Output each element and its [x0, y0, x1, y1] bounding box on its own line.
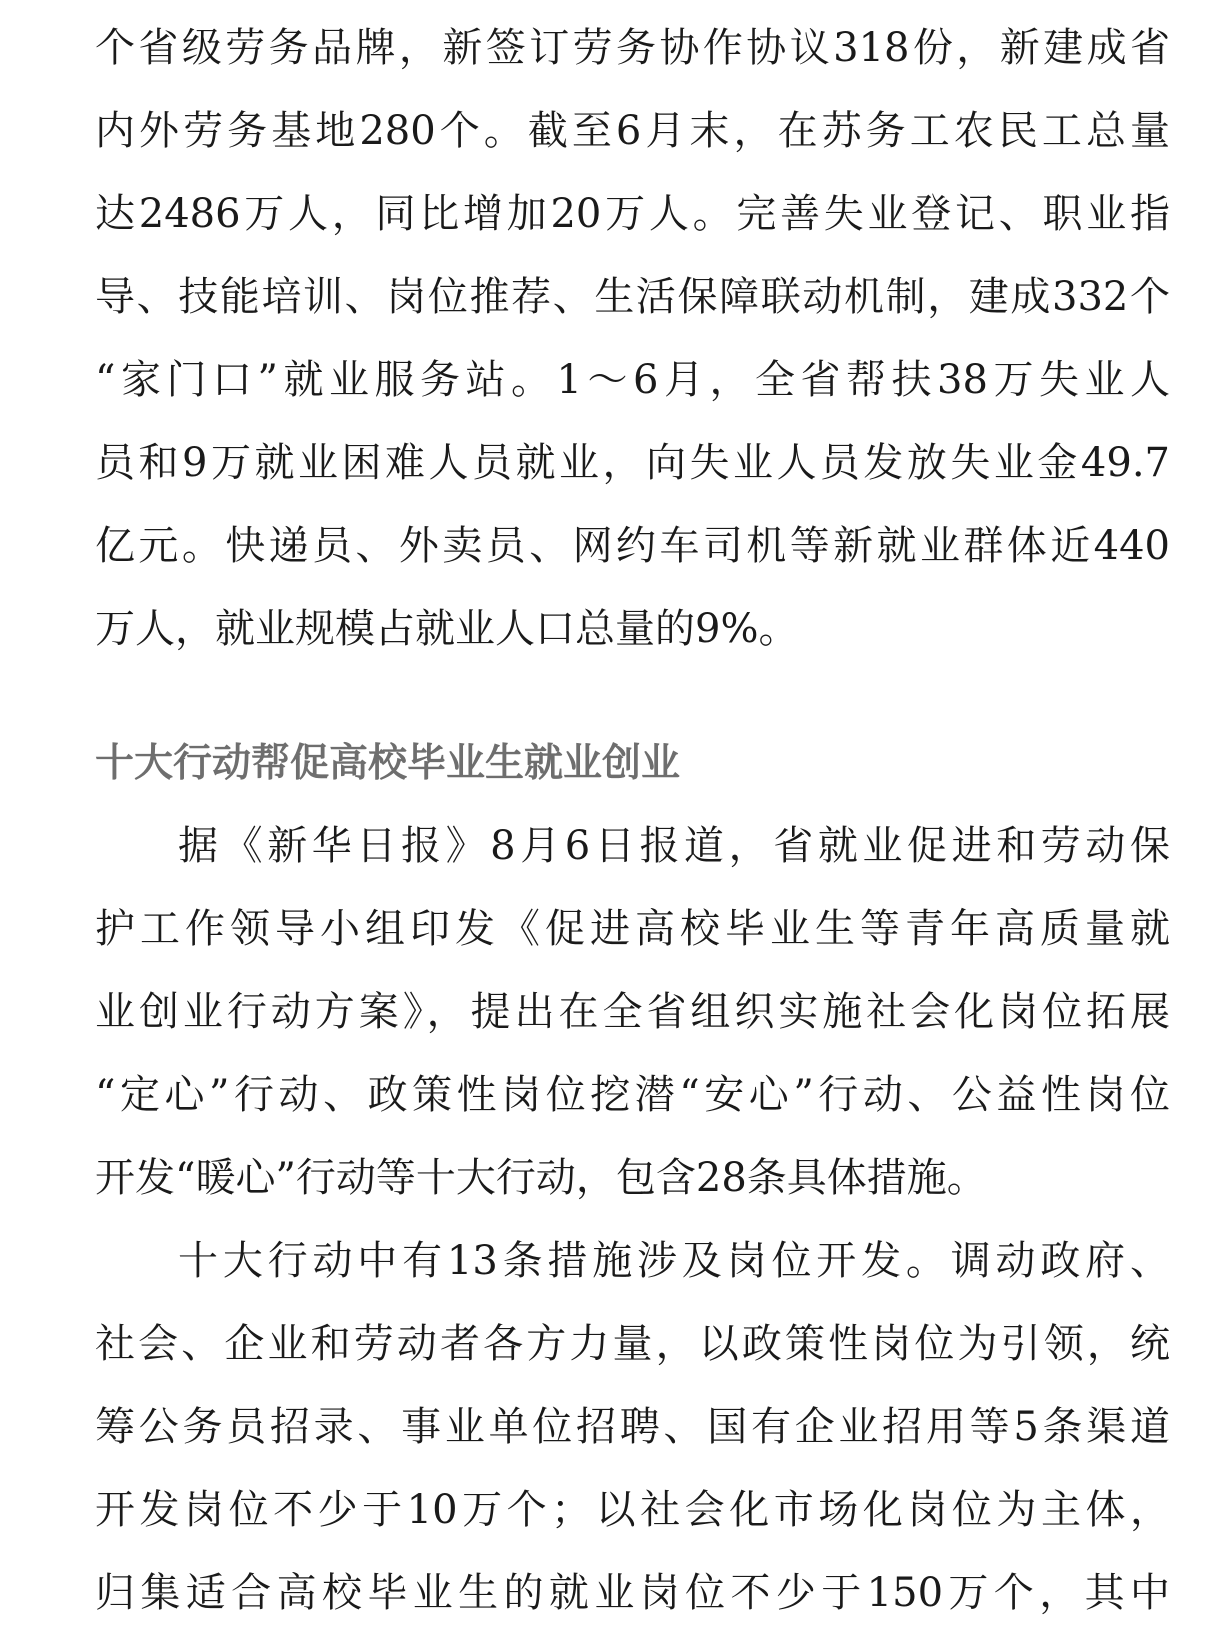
section-heading: 十大行动帮促高校毕业生就业创业 [95, 741, 681, 786]
text-line: 个省级劳务品牌，新签订劳务协作协议318份，新建成省 [95, 25, 1170, 71]
text-line: 导、技能培训、岗位推荐、生活保障联动机制，建成332个 [95, 274, 1170, 320]
text-line: 社会、企业和劳动者各方力量，以政策性岗位为引领，统 [95, 1321, 1170, 1367]
text-line: 开发岗位不少于10万个；以社会化市场化岗位为主体， [95, 1487, 1170, 1533]
text-line: 护工作领导小组印发《促进高校毕业生等青年高质量就 [95, 906, 1170, 952]
text-line: “家门口”就业服务站。1～6月，全省帮扶38万失业人 [95, 357, 1170, 403]
text-line: 员和9万就业困难人员就业，向失业人员发放失业金49.7 [95, 440, 1170, 486]
text-line: 内外劳务基地280个。截至6月末，在苏务工农民工总量 [95, 108, 1170, 154]
text-line: 十大行动中有13条措施涉及岗位开发。调动政府、 [178, 1238, 1170, 1284]
text-line: 业创业行动方案》，提出在全省组织实施社会化岗位拓展 [95, 989, 1170, 1035]
text-line: “定心”行动、政策性岗位挖潜“安心”行动、公益性岗位 [95, 1072, 1170, 1118]
text-line: 开发“暖心”行动等十大行动，包含28条具体措施。 [95, 1155, 987, 1201]
text-line: 亿元。快递员、外卖员、网约车司机等新就业群体近440 [95, 523, 1170, 569]
text-line: 归集适合高校毕业生的就业岗位不少于150万个，其中 [95, 1570, 1170, 1616]
text-line: 据《新华日报》8月6日报道，省就业促进和劳动保 [178, 823, 1170, 869]
text-line: 达2486万人，同比增加20万人。完善失业登记、职业指 [95, 191, 1170, 237]
text-line: 万人，就业规模占就业人口总量的9%。 [95, 606, 799, 652]
text-line: 筹公务员招录、事业单位招聘、国有企业招用等5条渠道 [95, 1404, 1170, 1450]
